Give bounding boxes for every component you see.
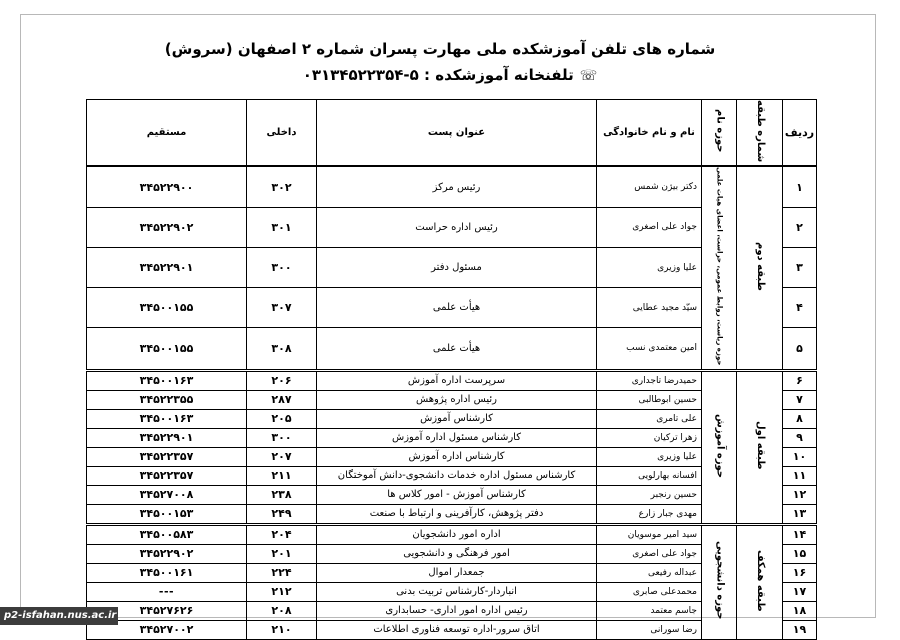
direct-number: ۳۴۵۲۷۰۰۸	[87, 485, 247, 504]
extension-number: ۲۰۵	[247, 409, 317, 428]
header-area: حوزه نام	[702, 100, 737, 167]
extension-number: ۳۰۸	[247, 328, 317, 370]
direct-number: ۳۴۵۰۰۱۶۳	[87, 370, 247, 390]
job-title: کارشناس آموزش	[317, 409, 597, 428]
direct-number: ۳۴۵۲۲۳۵۷	[87, 466, 247, 485]
person-name: افسانه بهارلویی	[597, 466, 702, 485]
header-floor: شماره طبقه	[737, 100, 783, 167]
extension-number: ۲۱۲	[247, 582, 317, 601]
area-cell	[702, 524, 737, 639]
job-title: هیأت علمی	[317, 328, 597, 370]
floor-cell	[737, 166, 783, 370]
extension-number: ۲۱۰	[247, 620, 317, 639]
row-index: ۱۶	[783, 563, 817, 582]
job-title: اداره امور دانشجویان	[317, 524, 597, 544]
area-label: حوزه ریاست، روابط عمومی، حراست، اعضای هیات علمی	[715, 167, 724, 366]
person-name: علیا وزیری	[597, 447, 702, 466]
row-index: ۲	[783, 207, 817, 247]
job-title: دفتر پژوهش، کارآفرینی و ارتباط با صنعت	[317, 504, 597, 524]
row-index: ۹	[783, 428, 817, 447]
job-title: جمعدار اموال	[317, 563, 597, 582]
person-name: سید امیر موسویان	[597, 524, 702, 544]
direct-number: ۳۴۵۲۲۹۰۲	[87, 544, 247, 563]
row-index: ۱	[783, 166, 817, 207]
direct-number: ۳۴۵۲۲۳۵۷	[87, 447, 247, 466]
job-title: کارشناس مسئول اداره آموزش	[317, 428, 597, 447]
job-title: رئیس اداره پژوهش	[317, 390, 597, 409]
row-index: ۱۱	[783, 466, 817, 485]
header-name: نام و نام خانوادگی	[597, 100, 702, 167]
floor-label: طبقه دوم	[754, 241, 766, 291]
table-row	[87, 524, 817, 544]
person-name: عبداله رفیعی	[597, 563, 702, 582]
job-title: رئیس مرکز	[317, 166, 597, 207]
direct-number: ۳۴۵۰۰۱۵۵	[87, 288, 247, 328]
table-body	[87, 166, 817, 639]
area-cell	[702, 166, 737, 370]
table-row	[87, 370, 817, 390]
extension-number: ۲۰۱	[247, 544, 317, 563]
extension-number: ۲۴۹	[247, 504, 317, 524]
area-cell	[702, 370, 737, 524]
person-name: جاسم معتمد	[597, 601, 702, 620]
person-name: سیّد مجید عطایی	[597, 288, 702, 328]
floor-cell	[737, 524, 783, 639]
job-title: انباردار-کارشناس تربیت بدنی	[317, 582, 597, 601]
extension-number: ۲۰۴	[247, 524, 317, 544]
direct-number: ۳۴۵۲۲۳۵۵	[87, 390, 247, 409]
person-name: حسین ابوطالبی	[597, 390, 702, 409]
job-title: سرپرست اداره آموزش	[317, 370, 597, 390]
table-row	[87, 166, 817, 207]
person-name: مهدی جبار زارع	[597, 504, 702, 524]
direct-number: ۳۴۵۲۲۹۰۲	[87, 207, 247, 247]
row-index: ۱۵	[783, 544, 817, 563]
row-index: ۶	[783, 370, 817, 390]
person-name: حمیدرضا تاجداری	[597, 370, 702, 390]
person-name: رضا سورانی	[597, 620, 702, 639]
row-index: ۸	[783, 409, 817, 428]
direct-number: ۳۴۵۲۷۰۰۲	[87, 620, 247, 639]
row-index: ۱۲	[783, 485, 817, 504]
extension-number: ۳۰۱	[247, 207, 317, 247]
person-name: جواد علی اصغری	[597, 207, 702, 247]
header-ext: داخلی	[247, 100, 317, 167]
row-index: ۱۴	[783, 524, 817, 544]
person-name: علی تامری	[597, 409, 702, 428]
telephone-icon: ☏	[579, 68, 598, 84]
extension-number: ۲۲۴	[247, 563, 317, 582]
direct-number: ۳۴۵۰۰۵۸۳	[87, 524, 247, 544]
extension-number: ۲۰۶	[247, 370, 317, 390]
header-post: عنوان پست	[317, 100, 597, 167]
job-title: اتاق سرور-اداره توسعه فناوری اطلاعات	[317, 620, 597, 639]
extension-number: ۳۰۷	[247, 288, 317, 328]
job-title: هیأت علمی	[317, 288, 597, 328]
row-index: ۴	[783, 288, 817, 328]
job-title: کارشناس اداره آموزش	[317, 447, 597, 466]
direct-number: ۳۴۵۰۰۱۵۵	[87, 328, 247, 370]
extension-number: ۳۰۰	[247, 428, 317, 447]
row-index: ۱۸	[783, 601, 817, 620]
extension-number: ۲۸۷	[247, 390, 317, 409]
person-name: حسین رنجبر	[597, 485, 702, 504]
row-index: ۵	[783, 328, 817, 370]
extension-number: ۲۰۸	[247, 601, 317, 620]
table-header-row	[87, 100, 817, 167]
direct-number: ۳۴۵۲۲۹۰۰	[87, 166, 247, 207]
row-index: ۱۰	[783, 447, 817, 466]
source-watermark: p2-isfahan.nus.ac.ir	[0, 607, 118, 625]
direct-number: ۳۴۵۰۰۱۵۳	[87, 504, 247, 524]
person-name: محمدعلی صابری	[597, 582, 702, 601]
row-index: ۱۳	[783, 504, 817, 524]
job-title: کارشناس آموزش - امور کلاس ها	[317, 485, 597, 504]
direct-number: ۳۴۵۲۷۶۲۶	[87, 601, 247, 620]
job-title: امور فرهنگی و دانشجویی	[317, 544, 597, 563]
extension-number: ۲۱۱	[247, 466, 317, 485]
direct-number: ۳۴۵۰۰۱۶۱	[87, 563, 247, 582]
row-index: ۷	[783, 390, 817, 409]
area-label: حوزه دانشجویی	[714, 541, 726, 620]
person-name: زهرا ترکیان	[597, 428, 702, 447]
job-title: کارشناس مسئول اداره خدمات دانشجوی-دانش آموختگان	[317, 466, 597, 485]
floor-label: طبقه همکف	[754, 549, 766, 612]
extension-number: ۲۳۸	[247, 485, 317, 504]
person-name: جواد علی اصغری	[597, 544, 702, 563]
floor-cell	[737, 370, 783, 524]
extension-number: ۳۰۰	[247, 248, 317, 288]
row-index: ۱۹	[783, 620, 817, 639]
person-name: دکتر بیژن شمس	[597, 166, 702, 207]
job-title: رئیس اداره امور اداری- حسابداری	[317, 601, 597, 620]
job-title: مسئول دفتر	[317, 248, 597, 288]
direct-number: ۳۴۵۲۲۹۰۱	[87, 428, 247, 447]
direct-number: ---	[87, 582, 247, 601]
switchboard-label: تلفنخانه آموزشکده : ۵-۰۳۱۳۴۵۲۲۳۵۴	[302, 66, 574, 84]
phone-directory-table	[86, 99, 817, 640]
extension-number: ۳۰۲	[247, 166, 317, 207]
job-title: رئیس اداره حراست	[317, 207, 597, 247]
person-name: امین معتمدی نسب	[597, 328, 702, 370]
direct-number: ۳۴۵۲۲۹۰۱	[87, 248, 247, 288]
row-index: ۳	[783, 248, 817, 288]
switchboard-phone	[260, 66, 640, 84]
page-title: شماره های تلفن آموزشکده ملی مهارت پسران شماره ۲ اصفهان (سروش)	[164, 40, 716, 58]
row-index: ۱۷	[783, 582, 817, 601]
floor-label: طبقه اول	[754, 421, 766, 470]
extension-number: ۲۰۷	[247, 447, 317, 466]
area-label: حوزه آموزش	[714, 413, 726, 478]
header-direct: مستقیم	[87, 100, 247, 167]
header-index: ردیف	[783, 100, 817, 167]
direct-number: ۳۴۵۰۰۱۶۳	[87, 409, 247, 428]
person-name: علیا وزیری	[597, 248, 702, 288]
